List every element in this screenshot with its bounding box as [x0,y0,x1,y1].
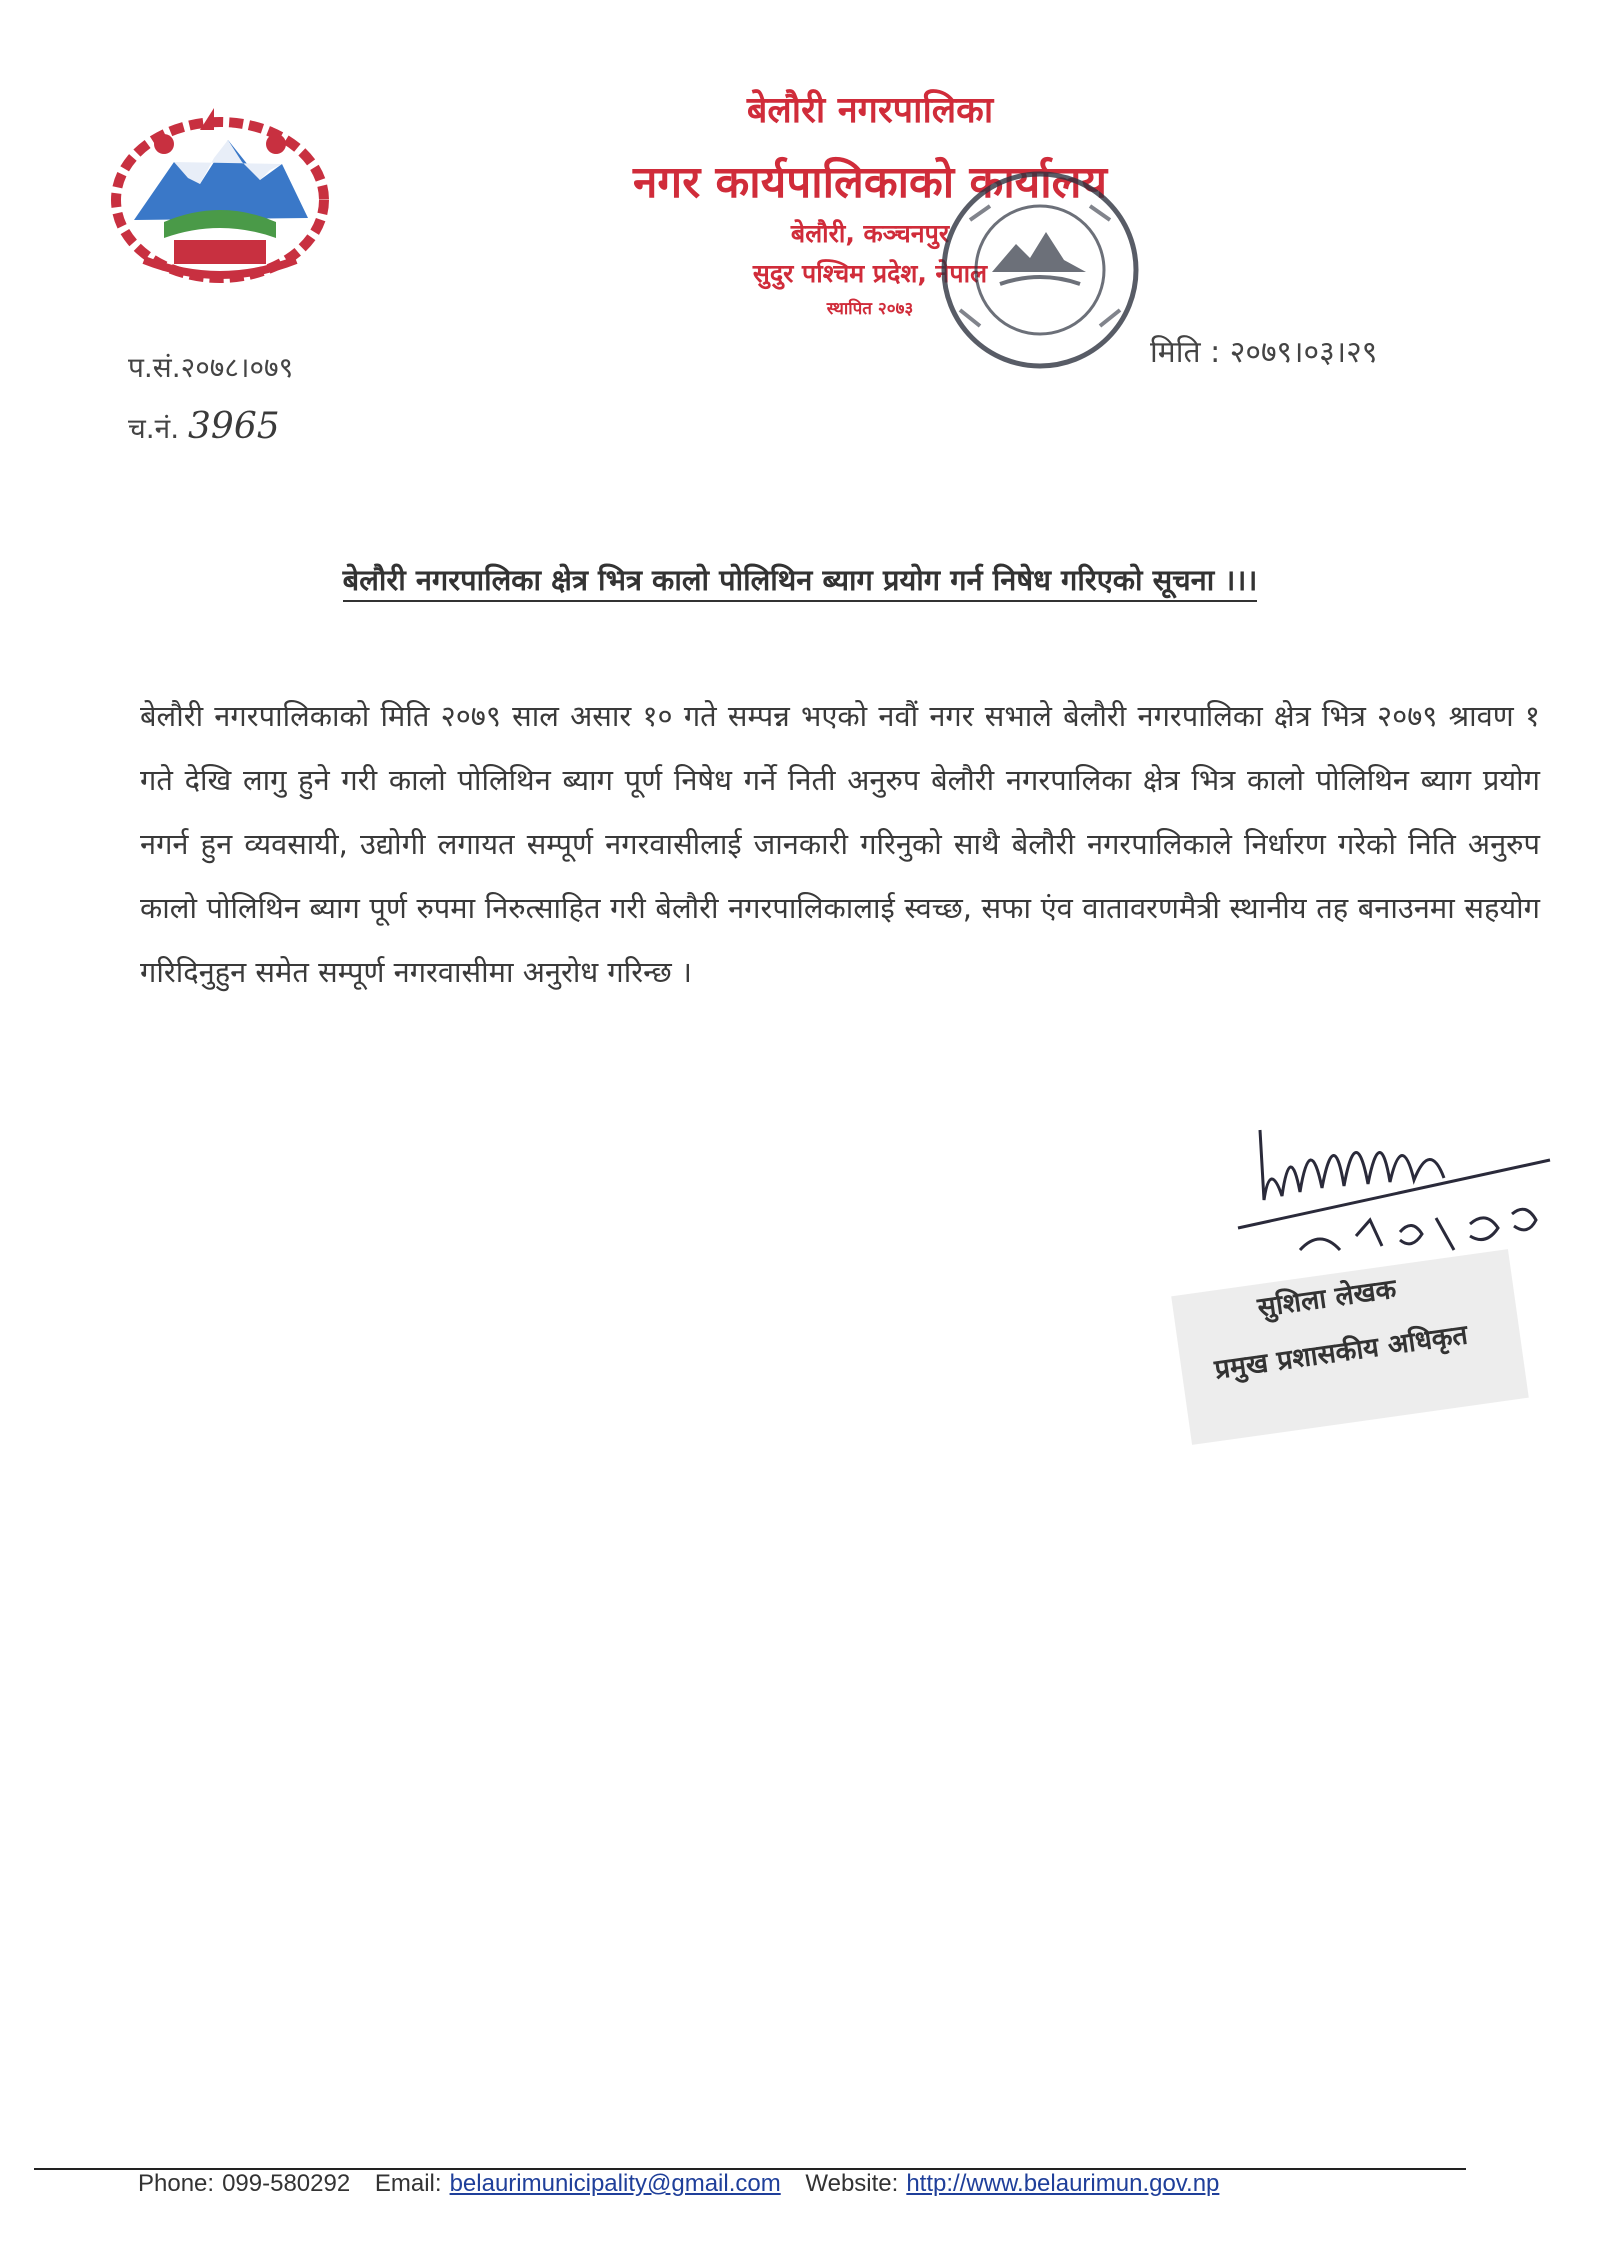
letterhead-address: बेलौरी, कञ्चनपुर [790,219,950,248]
letterhead-province: सुदुर पश्चिम प्रदेश, नेपाल [752,259,988,288]
dispatch-number-label: च.नं. [128,412,180,445]
dispatch-number [128,406,280,447]
footer-phone: 099-580292 [222,2170,351,2197]
letterhead-office-name: नगर कार्यपालिकाको कार्यालय [633,157,1107,208]
signatory-name: सुशिला लेखक [1255,1273,1399,1324]
dispatch-number-value: 3965 [188,406,280,447]
nepal-emblem-icon [104,100,336,290]
letterhead-municipality-name: बेलौरी नगरपालिका [746,90,994,131]
footer-phone-label: Phone: [138,2170,215,2197]
footer-website-link[interactable]: http://www.belaurimun.gov.np [906,2170,1220,2197]
notice-subject [120,560,1480,599]
footer-email-link[interactable]: belaurimunicipality@gmail.com [449,2170,781,2197]
office-seal-stamp-icon [930,160,1150,380]
notice-body: बेलौरी नगरपालिकाको मिति २०७९ साल असार १० गते सम्पन्न भएको नवौं नगर सभाले बेलौरी नगरपालिका क्षेत्र भित्र २०७९ श्रावण १ गते देखि लागु हुने गरी कालो पोलिथिन ब्याग पूर्ण निषेध गर्ने निती अनुरुप बेलौरी नगरपालिका क्षेत्र भित्र कालो पोलिथिन ब्याग प्रयोग नगर्न हुन व्यवसायी, उद्योगी लगायत सम्पूर्ण नगरवासीलाई जानकारी गरिनुको साथै बेलौरी नगरपालिकाले निर्धारण गरेको निति अनुरुप कालो पोलिथिन ब्याग पूर्ण रुपमा निरुत्साहित गरी बेलौरी नगरपालिकालाई स्वच्छ, सफा एंव वातावरणमैत्री स्थानीय तह बनाउनमा सहयोग गरिदिनुहुन समेत सम्पूर्ण नगरवासीमा अनुरोध गरिन्छ । [140,699,1540,989]
footer-contact [138,2170,1219,2198]
notice-subject-text: बेलौरी नगरपालिका क्षेत्र भित्र कालो पोलिथिन ब्याग प्रयोग गर्न निषेध गरिएको सूचना ।।। [343,563,1258,602]
footer-website-label: Website: [805,2170,899,2197]
footer-email-label: Email: [374,2170,442,2197]
signatory-title: प्रमुख प्रशासकीय अधिकृत [1212,1319,1470,1386]
letter-date: मिति : २०७९।०३।२९ [1150,335,1378,370]
handwritten-signature-icon [1230,1100,1560,1270]
reference-number: प.सं.२०७८।०७९ [128,351,294,384]
letterhead-established: स्थापित २०७३ [826,299,914,319]
